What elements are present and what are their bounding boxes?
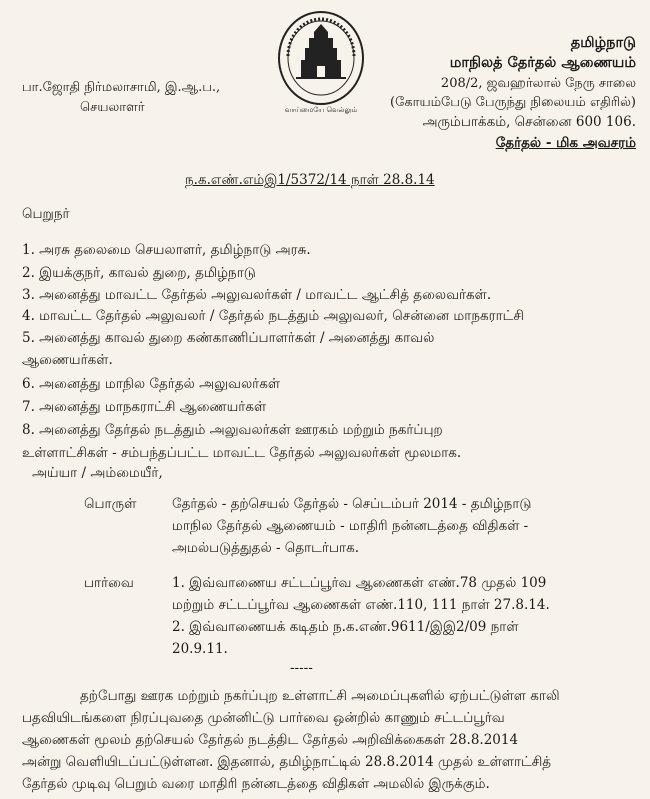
subject-line: அமல்படுத்துதல் - தொடர்பாக.: [172, 540, 359, 556]
emblem-motto: வாய்மையே வெல்லும்: [284, 106, 358, 114]
list-item: 3. அனைத்து மாவட்ட தேர்தல் அலுவலர்கள் / மாவட்ட ஆட்சித் தலைவர்கள்.: [22, 287, 492, 303]
list-item: உள்ளாட்சிகள் - சம்பந்தப்பட்ட மாவட்ட தேர்தல் அலுவலர்கள் மூலமாக.: [22, 445, 462, 461]
list-item: ஆணையர்கள்.: [22, 352, 113, 368]
subject-line: மாநில தேர்தல் ஆணையம் - மாதிரி நன்னடத்தை விதிகள் -: [172, 518, 529, 534]
body-line: பதவியிடங்களை நிரப்புவதை முன்னிட்டு பார்வை ஒன்றில் காணும் சட்டப்பூர்வ: [22, 710, 505, 726]
subject-label: பொருள்: [84, 496, 137, 512]
references-line: மற்றும் சட்டப்பூர்வ ஆணைகள் எண்.110, 111 நாள் 27.8.14.: [172, 597, 550, 613]
body-line: ஆணைகள் மூலம் தற்செயல் தேர்தல் நடத்திட தேர்தல் அறிவிக்கைகள் 28.8.2014: [22, 732, 519, 748]
references-line: 2. இவ்வாணையக் கடிதம் ந.க.எண்.9611/இஇ2/09 நாள்: [172, 619, 519, 635]
body-line: தேர்தல் முடிவு பெறும் வரை மாதிரி நன்னடத்தை விதிகள் அமலில் இருக்கும்.: [22, 776, 490, 792]
list-item: 8. அனைத்து தேர்தல் நடத்தும் அலுவலர்கள் ஊரகம் மற்றும் நகர்ப்புற: [22, 422, 443, 438]
references-line: 20.9.11.: [172, 641, 228, 657]
recipient-heading: பெறுநர்: [22, 206, 70, 222]
subject-line: தேர்தல் - தற்செயல் தேர்தல் - செப்டம்பர் 2014 - தமிழ்நாடு: [172, 496, 532, 512]
list-item: 5. அனைத்து காவல் துறை கண்காணிப்பாளர்கள் / அனைத்து காவல்: [22, 330, 435, 346]
list-item: 1. அரசு தலைமை செயலாளர், தமிழ்நாடு அரசு.: [22, 242, 311, 258]
state-name: தமிழ்நாடு: [570, 34, 636, 51]
list-item: 6. அனைத்து மாநில தேர்தல் அலுவலர்கள்: [22, 376, 281, 392]
state-emblem-logo: [276, 8, 366, 120]
officer-name: பா.ஜோதி நிர்மலாசாமி, இ.ஆ.ப.,: [22, 80, 221, 95]
address-line-1: 208/2, ஜவஹர்லால் நேரு சாலை: [440, 76, 636, 91]
address-line-2: (கோயம்பேடு பேருந்து நிலையம் எதிரில்): [390, 95, 636, 110]
commission-name: மாநிலத் தேர்தல் ஆணையம்: [449, 54, 636, 71]
reference-number: ந.க.எண்.எம்இ1/5372/14 நாள் 28.8.14: [185, 172, 435, 188]
references-line: 1. இவ்வாணைய சட்டப்பூர்வ ஆணைகள் எண்.78 முதல் 109: [172, 575, 547, 591]
separator: -----: [290, 660, 313, 676]
list-item: 7. அனைத்து மாநகராட்சி ஆணையர்கள்: [22, 399, 267, 415]
urgency-label: தேர்தல் - மிக அவசரம்: [495, 135, 636, 151]
salutation: அய்யா / அம்மையீர்,: [32, 465, 163, 481]
body-line: தற்போது ஊரக மற்றும் நகர்ப்புற உள்ளாட்சி அமைப்புகளில் ஏற்பட்டுள்ள காலி: [80, 688, 560, 704]
body-line: அன்று வெளியிடப்பட்டுள்ளன. இதனால், தமிழ்நாட்டில் 28.8.2014 முதல் உள்ளாட்சித்: [22, 754, 552, 770]
references-label: பார்வை: [84, 575, 134, 591]
list-item: 2. இயக்குநர், காவல் துறை, தமிழ்நாடு: [22, 265, 256, 281]
list-item: 4. மாவட்ட தேர்தல் அலுவலர் / தேர்தல் நடத்தும் அலுவலர், சென்னை மாநகராட்சி: [22, 308, 524, 324]
address-line-3: அரும்பாக்கம், சென்னை 600 106.: [422, 114, 636, 130]
officer-title: செயலாளர்: [80, 100, 145, 115]
